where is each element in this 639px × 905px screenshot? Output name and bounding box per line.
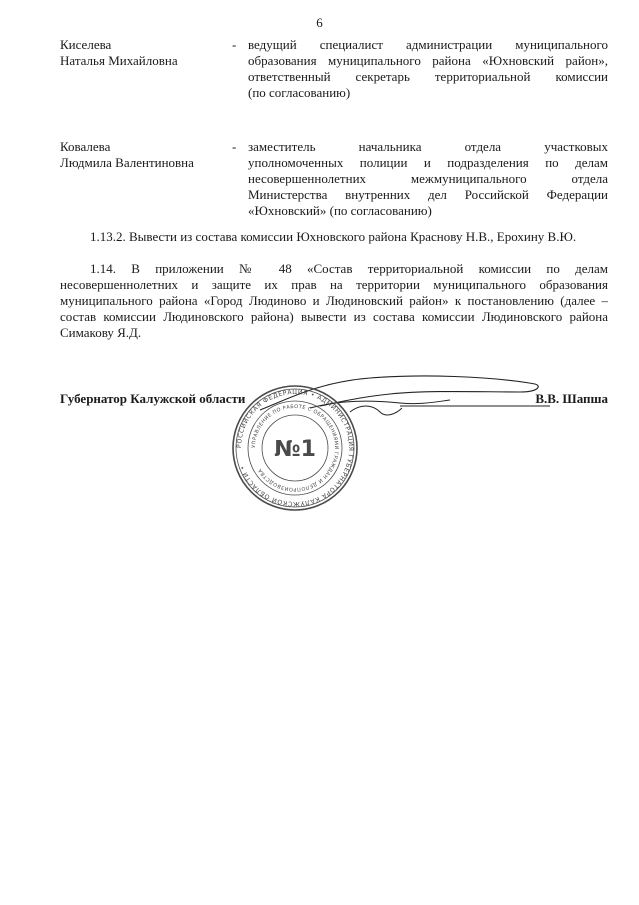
seal-outer-text: РОССИЙСКАЯ ФЕДЕРАЦИЯ • АДМИНИСТРАЦИЯ ГУБЕРНАТОРА КАЛУЖСКОЙ ОБЛАСТИ • bbox=[235, 388, 355, 508]
commission-member bbox=[60, 37, 608, 101]
role-line: «Юхновский» (по согласованию) bbox=[248, 203, 432, 218]
member-surname: Киселева bbox=[60, 37, 112, 52]
role-line: уполномоченных полиции и подразделения по делам bbox=[248, 155, 608, 170]
seal-number: №1 bbox=[274, 437, 316, 462]
role-line: несовершеннолетних межмуниципального отдела bbox=[248, 171, 608, 186]
official-seal bbox=[230, 383, 360, 513]
seal-inner-text: УПРАВЛЕНИЕ ПО РАБОТЕ С ОБРАЩЕНИЯМИ ГРАЖДАН И ДЕЛОПРОИЗВОДСТВА bbox=[250, 403, 340, 493]
commission-member bbox=[60, 139, 608, 219]
member-given-names: Наталья Михайловна bbox=[60, 53, 178, 68]
member-role bbox=[248, 37, 608, 101]
role-line: образования муниципального района «Юхновский район», bbox=[248, 53, 608, 68]
page-number: 6 bbox=[316, 15, 323, 30]
signatory-title: Губернатор Калужской области bbox=[60, 391, 246, 406]
role-line: ведущий специалист администрации муниципального bbox=[248, 37, 608, 52]
member-surname: Ковалева bbox=[60, 139, 111, 154]
member-name bbox=[60, 37, 230, 69]
role-line: ответственный секретарь территориальной комиссии bbox=[248, 69, 608, 84]
paragraph-1-13-2: 1.13.2. Вывести из состава комиссии Юхновского района Краснову Н.В., Ерохину В.Ю. bbox=[90, 229, 577, 244]
member-given-names: Людмила Валентиновна bbox=[60, 155, 194, 170]
member-role bbox=[248, 139, 608, 219]
member-dash: - bbox=[232, 37, 237, 52]
paragraph-1-14: 1.14. В приложении № 48 «Состав территориальной комиссии по делам несовершеннолетних и защите их прав на территории муниципального образования муниципального района «Город Людиново и Людиновский район» к постановлению (далее – состав комиссии Людиновского района) вывести из состава комиссии Людиновского района Симакову Я.Д. bbox=[60, 261, 608, 340]
member-dash: - bbox=[232, 139, 237, 154]
role-line: заместитель начальника отдела участковых bbox=[248, 139, 608, 154]
role-line: (по согласованию) bbox=[248, 85, 351, 100]
member-name bbox=[60, 139, 230, 171]
role-line: Министерства внутренних дел Российской Федерации bbox=[248, 187, 608, 202]
signatory-name: В.В. Шапша bbox=[535, 391, 608, 406]
